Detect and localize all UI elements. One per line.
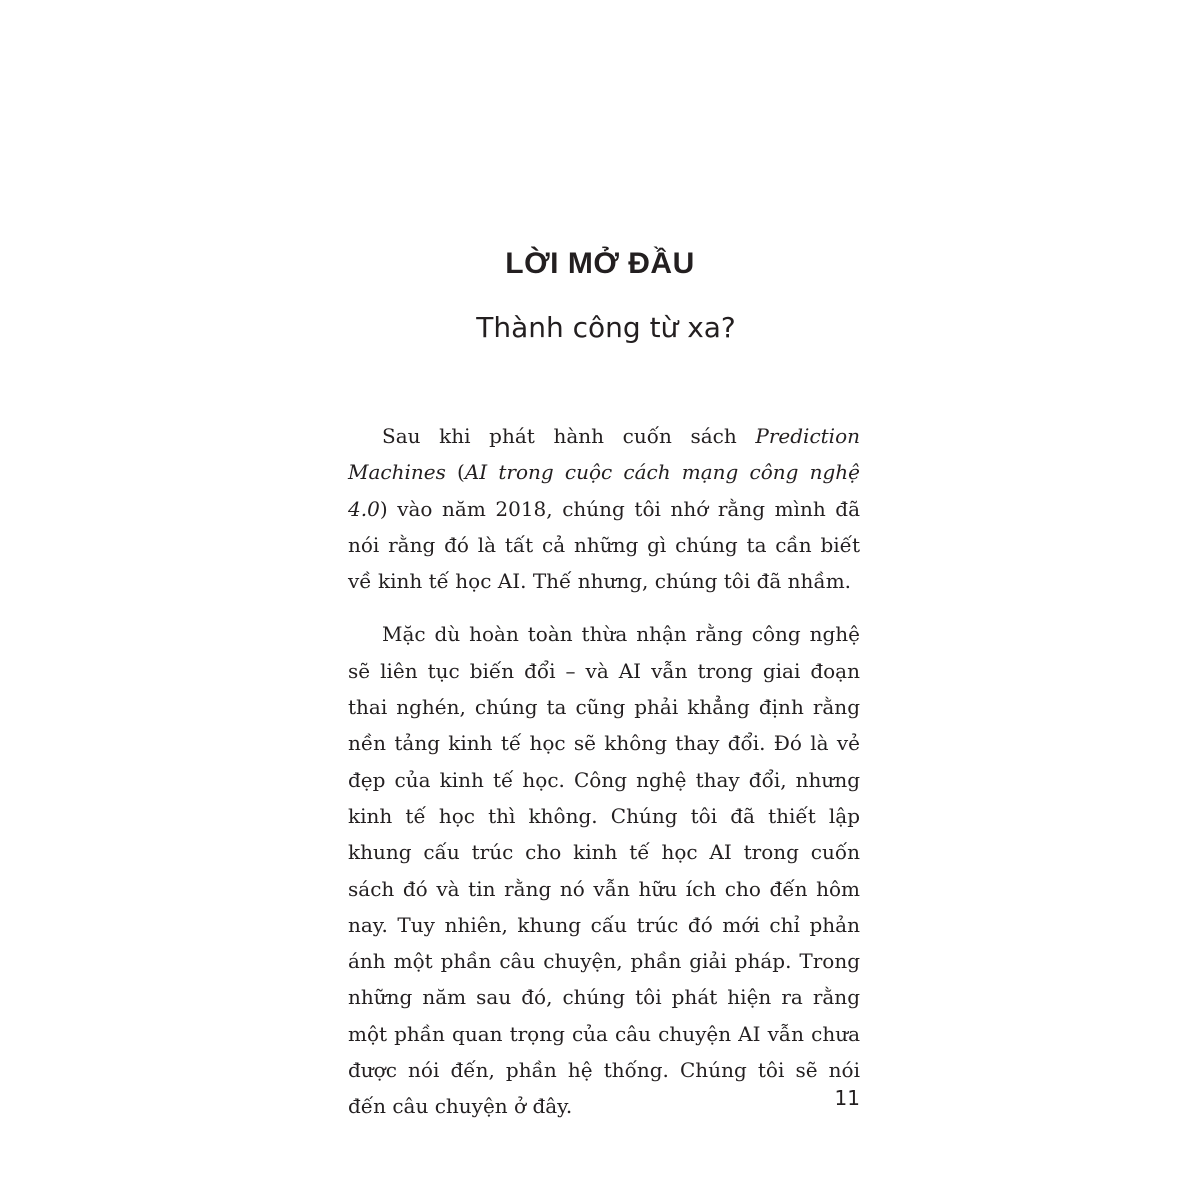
page-number: 11	[834, 1086, 860, 1110]
book-subtitle-italic: AI trong cuộc cách mạng công nghệ 4.0	[348, 460, 860, 521]
paragraph-1-tail: ) vào năm 2018, chúng tôi nhớ rằng mình đã nói rằng đó là tất cả những gì chúng ta cần biết về kinh tế học AI. Thế nhưng, chúng tôi đã nhầm.	[348, 496, 860, 594]
chapter-subtitle: Thành công từ xa?	[476, 311, 736, 344]
body-text	[348, 418, 860, 1125]
paragraph-1-open-paren: (	[445, 460, 465, 485]
chapter-title: LỜI MỞ ĐẦU	[505, 247, 695, 280]
paragraph-2: Mặc dù hoàn toàn thừa nhận rằng công nghệ sẽ liên tục biến đổi – và AI vẫn trong giai đoạn thai nghén, chúng ta cũng phải khẳng định rằng nền tảng kinh tế học sẽ không thay đổi. Đó là vẻ đẹp của kinh tế học. Công nghệ thay đổi, nhưng kinh tế học thì không. Chúng tôi đã thiết lập khung cấu trúc cho kinh tế học AI trong cuốn sách đó và tin rằng nó vẫn hữu ích cho đến hôm nay. Tuy nhiên, khung cấu trúc đó mới chỉ phản ánh một phần câu chuyện, phần giải pháp. Trong những năm sau đó, chúng tôi phát hiện ra rằng một phần quan trọng của câu chuyện AI vẫn chưa được nói đến, phần hệ thống. Chúng tôi sẽ nói đến câu chuyện ở đây.	[348, 622, 860, 1119]
paragraph-1-lead: Sau khi phát hành cuốn sách	[382, 424, 756, 448]
paragraph-1	[348, 418, 860, 599]
book-title-italic: Prediction Machines	[348, 424, 860, 485]
